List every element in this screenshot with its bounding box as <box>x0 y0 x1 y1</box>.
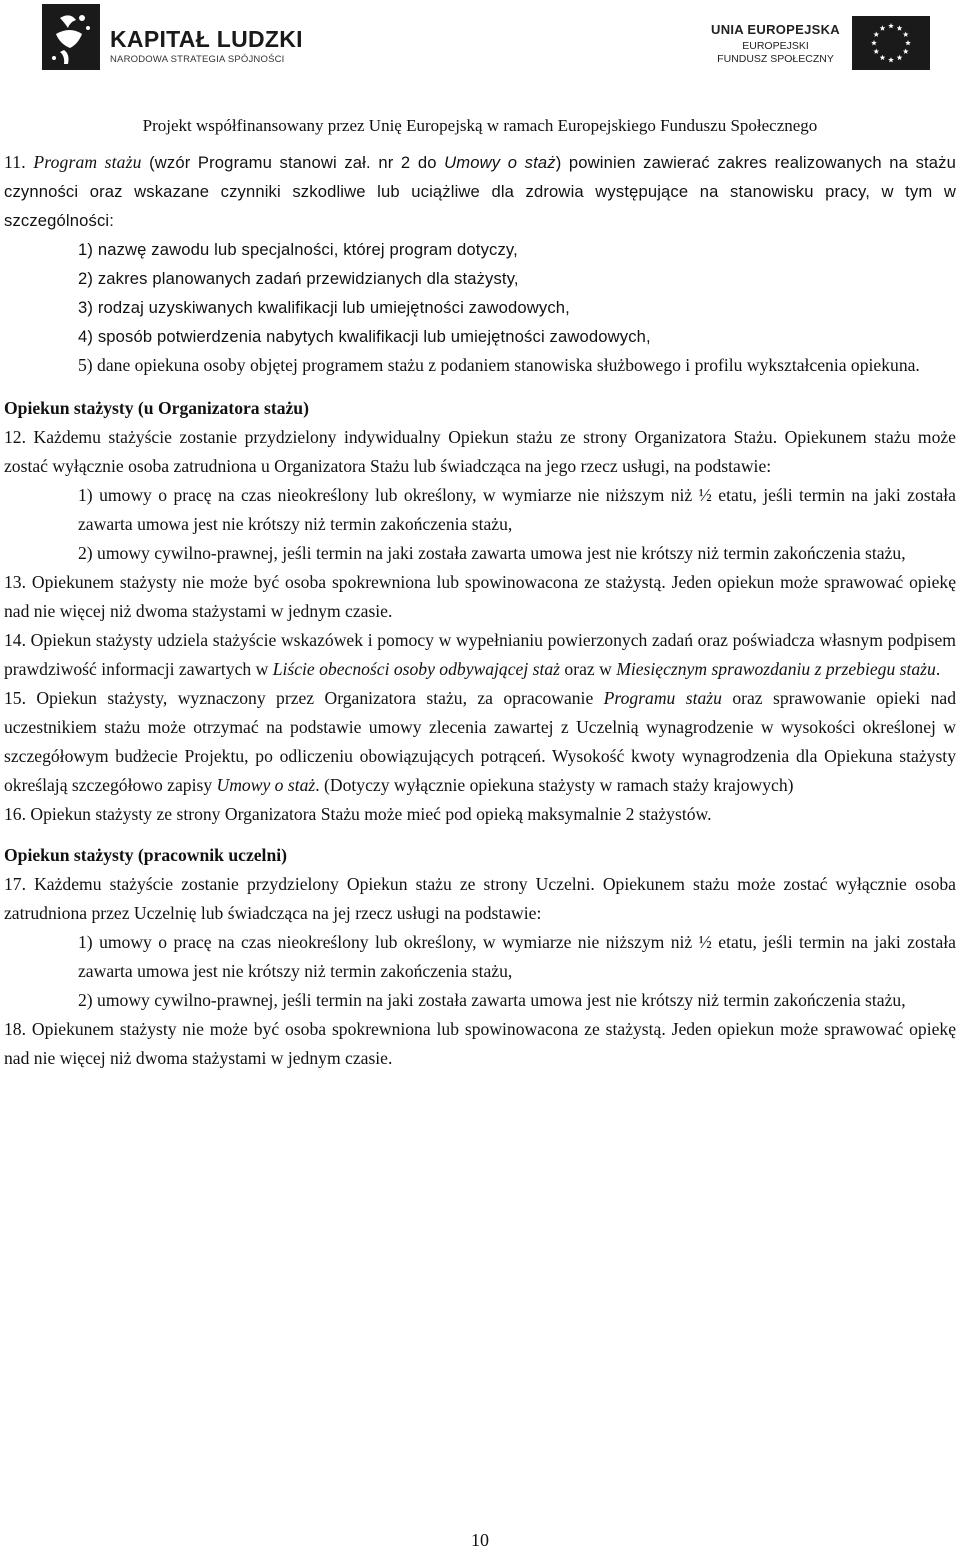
p11-item-3: 3) rodzaj uzyskiwanych kwalifikacji lub umiejętności zawodowych, <box>78 298 570 317</box>
p11-item-1: 1) nazwę zawodu lub specjalności, której program dotyczy, <box>78 240 518 259</box>
heading-organizer-mentor: Opiekun stażysty (u Organizatora stażu) <box>4 398 309 418</box>
kapital-ludzki-logo <box>42 4 303 70</box>
p11-text2: ) powinien zawierać zakres realizowanych na stażu czynności oraz wskazane czynniki szkodliwe lub uciążliwe dla zdrowia występujące na stanowisku pracy, w tym w szczególności: <box>4 153 956 230</box>
p15-italic2: Umowy o staż <box>216 775 316 795</box>
eu-logo-text <box>711 22 840 65</box>
p11-item-5: 5) dane opiekuna osoby objętej programem stażu z podaniem stanowiska służbowego i profilu wykształcenia opiekuna. <box>78 355 920 375</box>
p17-item-2: 2) umowy cywilno-prawnej, jeśli termin na jaki została zawarta umowa jest nie krótszy niż termin zakończenia stażu, <box>78 990 906 1010</box>
paragraph-18: 18. Opiekunem stażysty nie może być osoba spokrewniona lub spowinowacona ze stażystą. Jeden opiekun może sprawować opiekę nad nie więcej niż dwoma stażystami w jednym czasie. <box>4 1019 956 1068</box>
eu-flag-icon <box>852 16 930 70</box>
document-body <box>4 148 956 1073</box>
p12-item-2: 2) umowy cywilno-prawnej, jeśli termin na jaki została zawarta umowa jest nie krótszy niż termin zakończenia stażu, <box>78 543 906 563</box>
p15-text1: 15. Opiekun stażysty, wyznaczony przez Organizatora stażu, za opracowanie <box>4 688 604 708</box>
p14-italic1: Liście obecności osoby odbywającej staż <box>272 659 561 679</box>
p11-list <box>4 235 956 351</box>
eu-logo-line3: FUNDUSZ SPOŁECZNY <box>717 53 834 65</box>
kapital-ludzki-emblem-icon <box>42 4 100 70</box>
p15-text2: oraz sprawowanie opieki nad uczestnikiem stażu może otrzymać na podstawie umowy zlecenia zawartej z Uczelnią wynagrodzenie w wysokości określonej w szczegółowym budżecie Projektu, po odliczeniu obowiązujących potrąceń. Wysokość kwoty wynagrodzenia dla Opiekuna stażysty określają szczegółowo zapisy <box>4 688 956 795</box>
p14-text2: oraz w <box>560 659 617 679</box>
paragraph-17: 17. Każdemu stażyście zostanie przydzielony Opiekun stażu ze strony Uczelni. Opiekunem stażu może zostać wyłącznie osoba zatrudniona przez Uczelnię lub świadcząca na jej rzecz usługi na podstawie: <box>4 874 956 923</box>
eu-logo-line1: UNIA EUROPEJSKA <box>711 22 840 37</box>
p15-text3: . (Dotyczy wyłącznie opiekuna stażysty w ramach staży krajowych) <box>315 775 794 795</box>
kapital-ludzki-title: KAPITAŁ LUDZKI <box>110 26 303 52</box>
paragraph-15 <box>4 684 956 800</box>
cofinancing-note: Projekt współfinansowany przez Unię Europejską w ramach Europejskiego Funduszu Społecznego <box>142 116 818 135</box>
paragraph-13: 13. Opiekunem stażysty nie może być osoba spokrewniona lub spowinowacona ze stażystą. Jeden opiekun może sprawować opiekę nad nie więcej niż dwoma stażystami w jednym czasie. <box>4 572 956 621</box>
spacer <box>4 380 956 394</box>
p14-italic2: Miesięcznym sprawozdaniu z przebiegu stażu <box>616 659 936 679</box>
page-header <box>0 0 960 140</box>
p17-item-1: 1) umowy o pracę na czas nieokreślony lub określony, w wymiarze nie niższym niż ½ etatu, jeśli termin na jaki została zawarta umowa jest nie krótszy niż termin zakończenia stażu, <box>78 932 956 981</box>
p15-italic1: Programu stażu <box>603 688 722 708</box>
page-number: 10 <box>471 1530 489 1550</box>
p11-item-4: 4) sposób potwierdzenia nabytych kwalifikacji lub umiejętności zawodowych, <box>78 327 651 346</box>
paragraph-11 <box>4 148 956 235</box>
spacer <box>4 829 956 841</box>
p14-text1: 14. Opiekun stażysty udziela stażyście wskazówek i pomocy w wypełnianiu powierzonych zadań oraz poświadcza własnym podpisem prawdziwość informacji zawartych w <box>4 630 956 679</box>
p11-text1: (wzór Programu stanowi zał. nr 2 do <box>141 153 445 172</box>
kapital-ludzki-subtitle: NARODOWA STRATEGIA SPÓJNOŚCI <box>110 54 285 65</box>
p12-item-1: 1) umowy o pracę na czas nieokreślony lub określony, w wymiarze nie niższym niż ½ etatu, jeśli termin na jaki została zawarta umowa jest nie krótszy niż termin zakończenia stażu, <box>78 485 956 534</box>
paragraph-16: 16. Opiekun stażysty ze strony Organizatora Stażu może mieć pod opieką maksymalnie 2 stażystów. <box>4 804 712 824</box>
paragraph-14 <box>4 626 956 684</box>
p11-item-2: 2) zakres planowanych zadań przewidzianych dla stażysty, <box>78 269 519 288</box>
p11-program-italic: Program stażu <box>33 152 142 172</box>
heading-university-mentor: Opiekun stażysty (pracownik uczelni) <box>4 845 287 865</box>
p14-text3: . <box>935 659 941 679</box>
eu-logo-line2: EUROPEJSKI <box>742 40 809 52</box>
paragraph-12: 12. Każdemu stażyście zostanie przydzielony indywidualny Opiekun stażu ze strony Organizatora Stażu. Opiekunem stażu może zostać wyłącznie osoba zatrudniona u Organizatora Stażu lub świadcząca na jego rzecz usługi, na podstawie: <box>4 427 956 476</box>
eu-logo <box>700 16 930 76</box>
p11-number: 11. <box>4 152 26 172</box>
p11-umowa-italic: Umowy o staż <box>444 153 556 172</box>
